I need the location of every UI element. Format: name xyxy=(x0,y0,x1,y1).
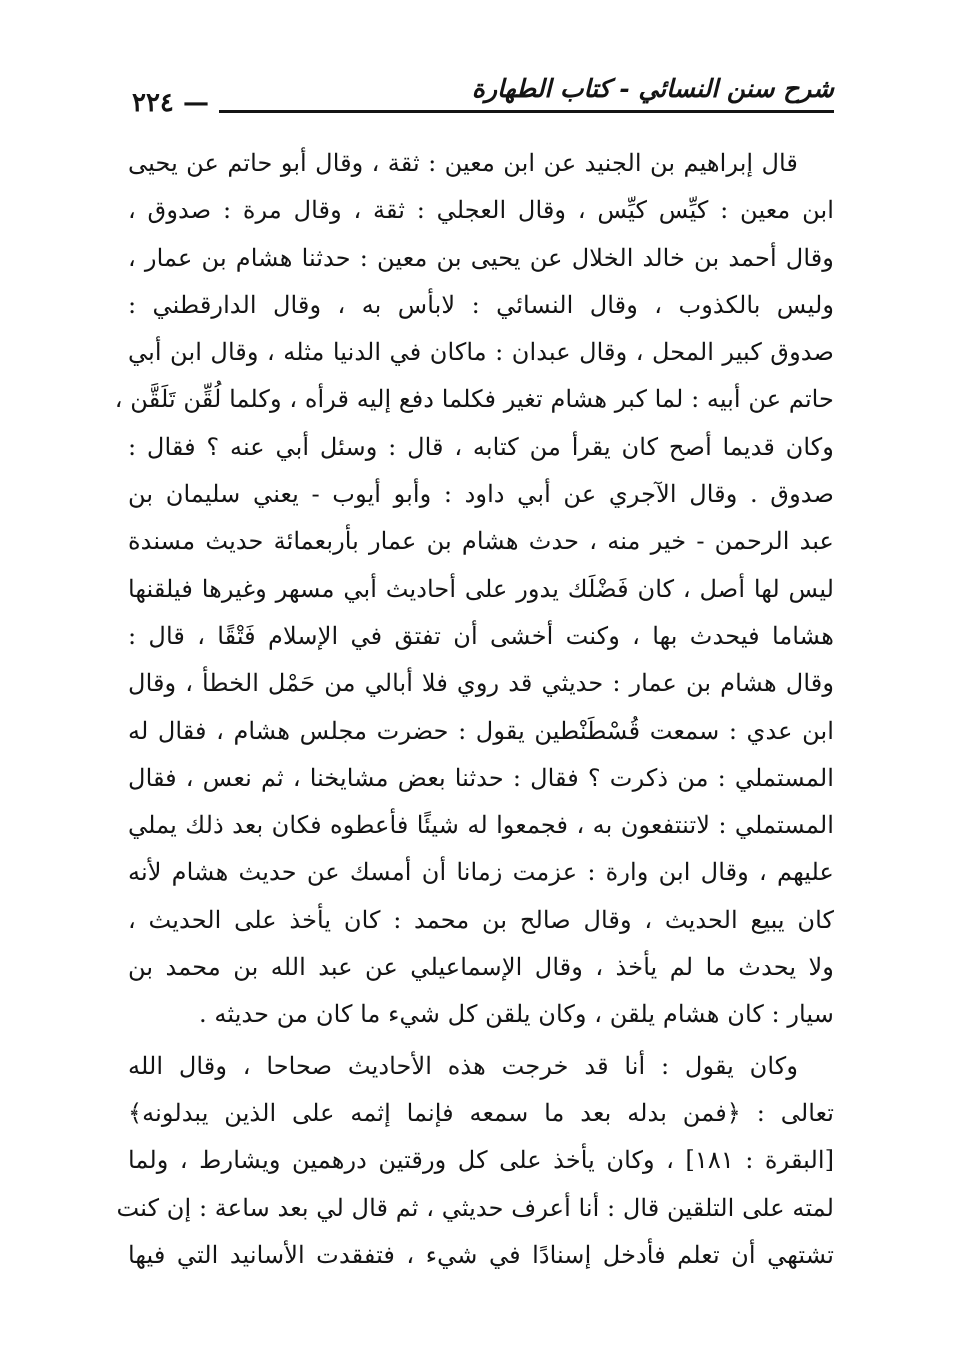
text-line: ولا يحدث ما لم يأخذ ، وقال الإسماعيلي عن عبد الله بن محمد بن xyxy=(128,953,834,982)
text-line: حاتم عن أبيه : لما كبر هشام تغير فكلما دفع إليه قرأه ، وكلما لُقِّن تَلَقَّن ، xyxy=(114,385,834,414)
page-number-value: ٢٢٤ xyxy=(132,88,174,118)
text-line: عبد الرحمن - خير منه ، حدث هشام بن عمار بأربعمائة حديث مسندة xyxy=(128,527,834,556)
text-line: عليهم ، وقال ابن وارة : عزمت زمانا أن أمسك عن حديث هشام لأنه xyxy=(128,858,834,887)
text-line: ابن معين : كيِّس كيِّس ، وقال العجلي : ثقة ، وقال مرة : صدوق ، xyxy=(128,196,834,225)
text-line: صدوق . وقال الآجري عن أبي داود : وأبو أيوب - يعني سليمان بن xyxy=(128,480,834,509)
text-line: المستملي : من ذكرت ؟ فقال : حدثنا بعض مشايخنا ، ثم نعس ، فقال xyxy=(128,763,834,792)
text-line: وكان قديما أصح كان يقرأ من كتابه ، قال : وسئل أبي عنه ؟ فقال : xyxy=(128,432,834,461)
text-line: وقال هشام بن عمار : حديثي قد روي فلا أبالي من حَمْل الخطأ ، وقال xyxy=(128,669,834,698)
text-line: وليس بالكذوب ، وقال النسائي : لابأس به ، وقال الدارقطني : xyxy=(128,290,834,319)
text-line: قال إبراهيم بن الجنيد عن ابن معين : ثقة ، وقال أبو حاتم عن يحيى xyxy=(128,149,798,177)
paragraph-2 xyxy=(116,1043,835,1279)
text-line: وكان يقول : أنا قد خرجت هذه الأحاديث صحاحا ، وقال الله xyxy=(128,1051,798,1080)
text-line: كان يبيع الحديث ، وقال صالح بن محمد : كان يأخذ على الحديث ، xyxy=(128,905,834,934)
text-line: [البقرة : ١٨١] ، وكان يأخذ على كل ورقتين درهمين ويشارط ، ولما xyxy=(128,1146,835,1175)
text-line: تشتهي أن تعلم فأدخل إسنادًا في شيء ، فتفقدت الأسانيد التي فيها xyxy=(128,1240,834,1269)
text-line: لمته على التلقين قال : أنا أعرف حديثي ، ثم قال لي بعد ساعة : إن كنت xyxy=(116,1193,834,1222)
header-rule xyxy=(128,110,834,113)
text-line: سيار : كان هشام يلقن ، وكان يلقن كل شيء ما كان من حديثه . xyxy=(199,1000,834,1029)
text-line: تعالى : ﴿فمن بدله بعد ما سمعه فإنما إثمه على الذين يبدلونه﴾ xyxy=(128,1098,834,1127)
text-line: ابن عدي : سمعت قُسْطَنْطين يقول : حضرت مجلس هشام ، فقال له xyxy=(128,716,834,745)
body-text xyxy=(114,140,835,1279)
page-number xyxy=(124,88,219,118)
text-line: وقال أحمد بن خالد الخلال عن يحيى بن معين : حدثنا هشام بن عمار ، xyxy=(128,243,834,272)
paragraph-1 xyxy=(114,140,834,1039)
text-line: ليس لها أصل ، كان فَضْلَك يدور على أحاديث أبي مسهر وغيرها فيلقنها xyxy=(128,574,834,603)
text-line: هشاما فيحدث بها ، وكنت أخشى أن تفتق في الإسلام فَتْقًا ، قال : xyxy=(128,621,834,650)
page-number-dash: — xyxy=(182,88,209,118)
text-line: صدوق كبير المحل ، وقال عبدان : ماكان في الدنيا مثله ، وقال ابن أبي xyxy=(128,338,834,367)
page-header xyxy=(128,70,834,116)
text-line: المستملي : لاتنتفعون به ، فجمعوا له شيئًا فأعطوه فكان بعد ذلك يملي xyxy=(128,811,834,840)
running-title: شرح سنن النسائي - كتاب الطهارة xyxy=(471,74,834,103)
